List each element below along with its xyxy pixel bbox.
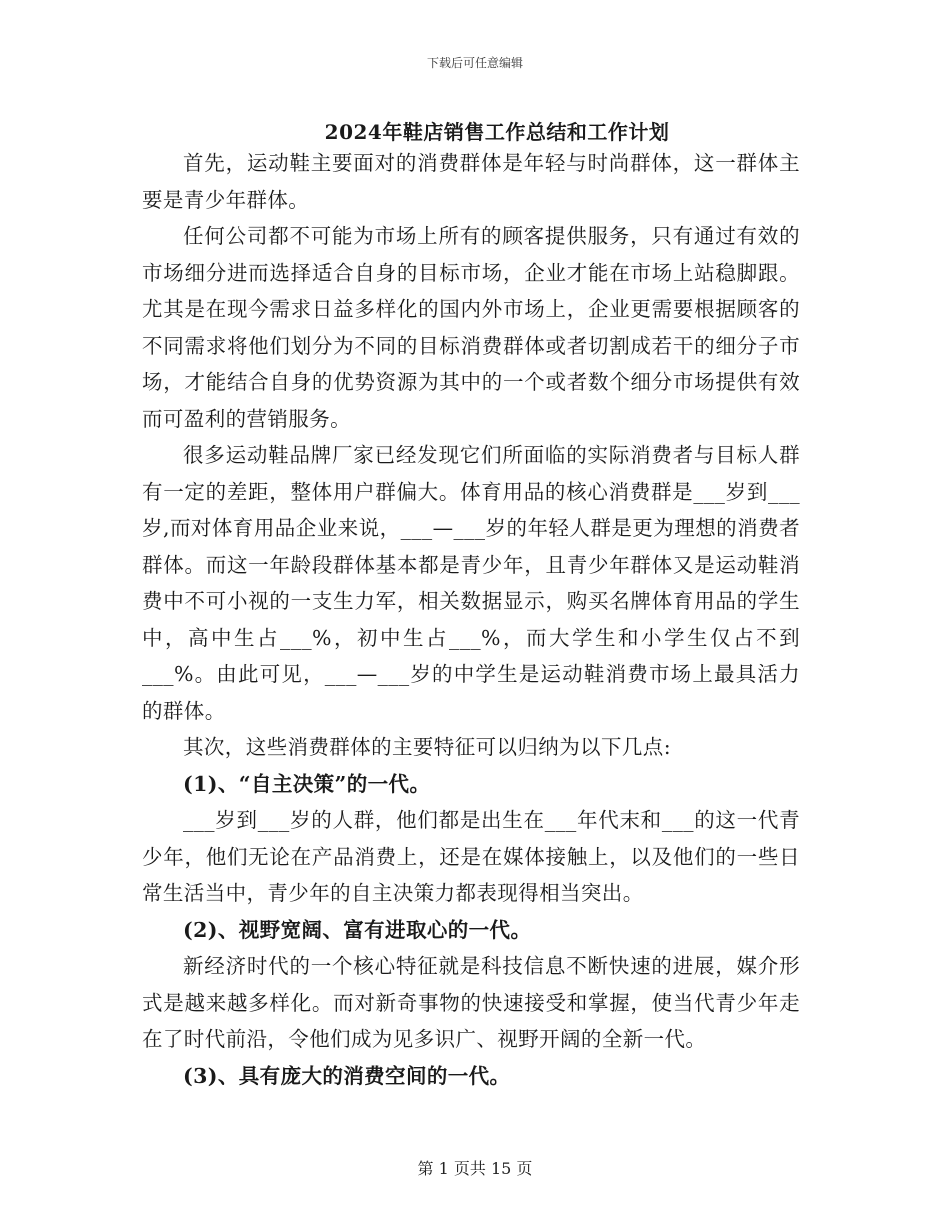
heading-self-decision: (1)、“自主决策”的一代。 (183, 771, 431, 796)
paragraph-market-segmentation: 任何公司都不可能为市场上所有的顾客提供服务，只有通过有效的市场细分进而选择适合自身的目标市场，企业才能在市场上站稳脚跟。尤其是在现今需求日益多样化的国内外市场上，企业更需要根据顾客的不同需求将他们划分为不同的目标消费群体或者切割成若干的细分子市场，才能结合自身的优势资源为其中的一个或者数个细分市场提供有效而可盈利的营销服务。 (142, 224, 800, 431)
heading-consumption-space: (3)、具有庞大的消费空间的一代。 (183, 1063, 511, 1088)
heading-broad-vision: (2)、视野宽阔、富有进取心的一代。 (183, 917, 532, 942)
paragraph-intro: 首先，运动鞋主要面对的消费群体是年轻与时尚群体，这一群体主要是青少年群体。 (142, 151, 800, 212)
paragraph-self-decision: ___岁到___岁的人群，他们都是出生在___年代末和___的这一代青少年，他们无论在产品消费上，还是在媒体接触上，以及他们的一些日常生活当中，青少年的自主决策力都表现得相当突出。 (142, 808, 800, 905)
page-number: 第 1 页共 15 页 (417, 1159, 533, 1178)
document-body (142, 145, 800, 1094)
paragraph-target-consumers: 很多运动鞋品牌厂家已经发现它们所面临的实际消费者与目标人群有一定的差距，整体用户群偏大。体育用品的核心消费群是___岁到___岁,而对体育用品企业来说，___—___岁的年轻人群是更为理想的消费者群体。而这一年龄段群体基本都是青少年，且青少年群体又是运动鞋消费中不可小视的一支生力军，相关数据显示，购买名牌体育用品的学生中，高中生占___%，初中生占___%，而大学生和小学生仅占不到___%。由此可见，___—___岁的中学生是运动鞋消费市场上最具活力的群体。 (142, 443, 800, 723)
paragraph-broad-vision: 新经济时代的一个核心特征就是科技信息不断快速的进展，媒介形式是越来越多样化。而对新奇事物的快速接受和掌握，使当代青少年走在了时代前沿，令他们成为见多识广、视野开阔的全新一代。 (142, 954, 800, 1051)
page-header-note: 下载后可任意编辑 (426, 56, 523, 70)
paragraph-characteristics-intro: 其次，这些消费群体的主要特征可以归纳为以下几点: (183, 735, 672, 759)
document-title: 2024年鞋店销售工作总结和工作计划 (324, 120, 670, 144)
